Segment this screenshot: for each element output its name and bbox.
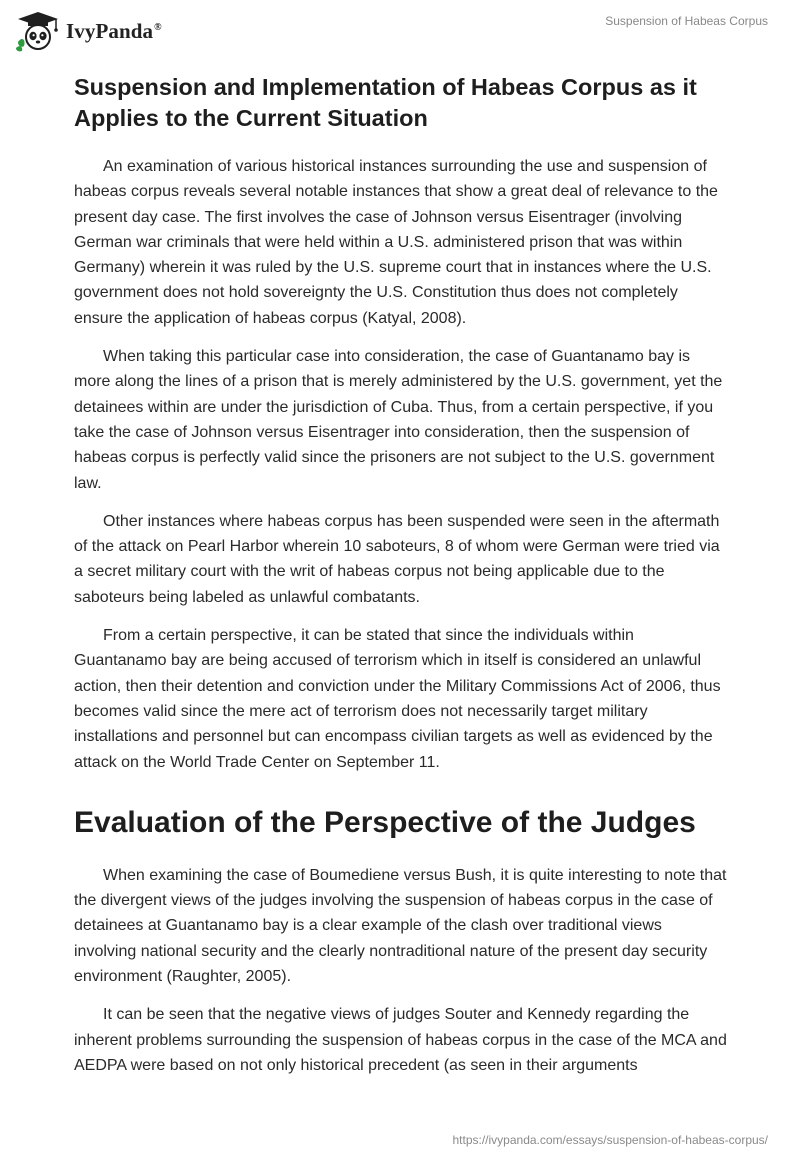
brand-name: IvyPanda® [66, 18, 162, 43]
section-heading-suspension: Suspension and Implementation of Habeas Corpus as it Applies to the Current Situation [74, 74, 697, 131]
source-url[interactable]: https://ivypanda.com/essays/suspension-of-habeas-corpus/ [452, 1133, 768, 1147]
page-header [0, 0, 800, 64]
running-title: Suspension of Habeas Corpus [605, 14, 768, 28]
paragraph: It can be seen that the negative views of judges Souter and Kennedy regarding the inherent problems surrounding the suspension of habeas corpus in the case of the MCA and AEDPA were based on not only historical precedent (as seen in their arguments [74, 1006, 727, 1074]
essay-content [74, 72, 728, 1091]
paragraph: When examining the case of Boumediene versus Bush, it is quite interesting to note that the divergent views of the judges involving the suspension of habeas corpus in the case of detainees at Guantanamo bay is a clear example of the clash over traditional views involving national security and the clearly nontraditional nature of the present day security environment (Raughter, 2005). [74, 866, 727, 986]
ivypanda-logo[interactable] [14, 10, 162, 52]
paragraph: From a certain perspective, it can be stated that since the individuals within Guantanamo bay are being accused of terrorism which in itself is considered an unlawful action, then their detention and conviction under the Military Commissions Act of 2006, thus becomes valid since the mere act of terrorism does not necessarily target military installations and personnel but can encompass civilian targets as well as evidenced by the attack on the World Trade Center on September 11. [74, 627, 721, 771]
panda-graduate-icon [14, 10, 62, 52]
section-heading-judges: Evaluation of the Perspective of the Judges [74, 805, 696, 839]
paragraph: When taking this particular case into consideration, the case of Guantanamo bay is more along the lines of a prison that is merely administered by the U.S. government, yet the detainees within are under the jurisdiction of Cuba. Thus, from a certain perspective, if you take the case of Johnson versus Eisentrager into consideration, then the suspension of habeas corpus is perfectly valid since the prisoners are not subject to the U.S. government law. [74, 348, 723, 492]
paragraph: An examination of various historical instances surrounding the use and suspension of habeas corpus reveals several notable instances that show a great deal of relevance to the present day case. The first involves the case of Johnson versus Eisentrager (involving German war criminals that were held within a U.S. administered prison that was within Germany) wherein it was ruled by the U.S. supreme court that in instances where the U.S. government does not hold sovereignty the U.S. Constitution thus does not completely ensure the application of habeas corpus (Katyal, 2008). [74, 158, 718, 327]
paragraph: Other instances where habeas corpus has been suspended were seen in the aftermath of the attack on Pearl Harbor wherein 10 saboteurs, 8 of whom were German were tried via a secret military court with the writ of habeas corpus not being applicable due to the saboteurs being labeled as unlawful combatants. [74, 512, 720, 606]
